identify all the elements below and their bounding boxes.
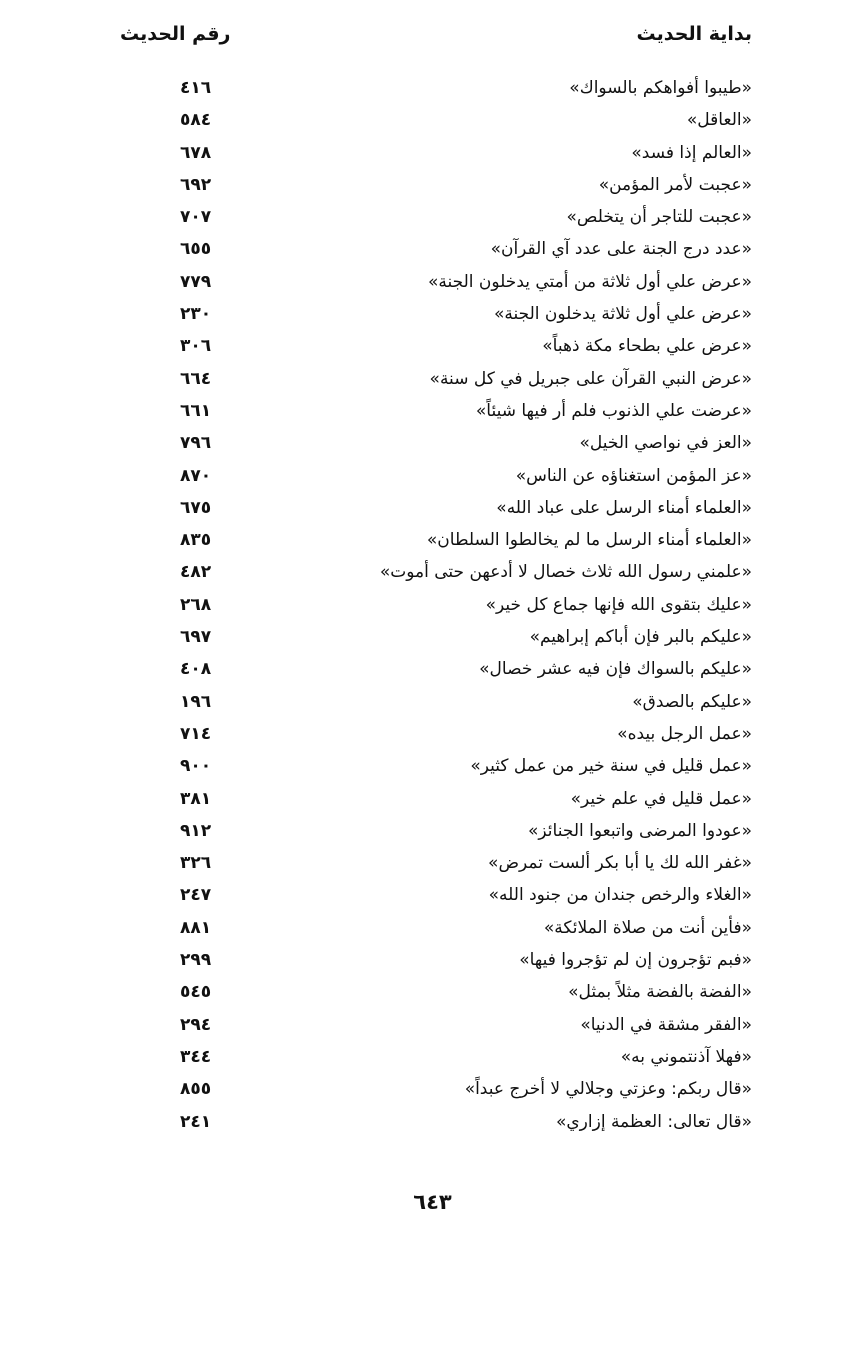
- index-entry: [180, 298, 752, 330]
- hadith-number-column-header: رقم الحديث: [120, 23, 231, 45]
- hadith-number: ٤٠٨: [180, 659, 212, 680]
- hadith-number: ٢٣٠: [180, 304, 212, 325]
- hadith-start-text: «عليكم بالبر فإن أباكم إبراهيم»: [529, 627, 752, 648]
- hadith-number: ٦٦٤: [180, 368, 212, 389]
- hadith-start-text: «علمني رسول الله ثلاث خصال لا أدعهن حتى أموت»: [379, 562, 752, 583]
- hadith-start-text: «عرض علي أول ثلاثة من أمتي يدخلون الجنة»: [427, 271, 752, 292]
- hadith-start-text: «طيبوا أفواهكم بالسواك»: [569, 78, 752, 98]
- page-header: [120, 16, 752, 56]
- hadith-start-text: «فهلا آذنتموني به»: [620, 1046, 752, 1067]
- hadith-number: ٦٧٨: [180, 142, 212, 163]
- index-entry: [180, 104, 752, 136]
- hadith-number: ٩٠٠: [180, 756, 212, 777]
- hadith-start-text: «عمل قليل في علم خير»: [570, 788, 752, 809]
- index-entry: [180, 1106, 752, 1138]
- hadith-number: ٧٩٦: [180, 433, 212, 454]
- index-entry: [180, 653, 752, 685]
- index-entry: [180, 686, 752, 718]
- hadith-start-text: «العلماء أمناء الرسل ما لم يخالطوا السلطان»: [426, 530, 752, 551]
- index-entry: [180, 847, 752, 879]
- hadith-number: ١٩٦: [180, 691, 212, 712]
- hadith-start-text: «عمل الرجل بيده»: [617, 723, 752, 744]
- index-entry: [180, 137, 752, 169]
- hadith-number: ٢٤١: [180, 1111, 212, 1132]
- hadith-number: ٤٨٢: [180, 562, 212, 583]
- hadith-number: ٦٥٥: [180, 239, 212, 260]
- hadith-start-text: «عرض علي بطحاء مكة ذهباً»: [542, 336, 752, 357]
- hadith-number: ٦٩٢: [180, 174, 212, 195]
- hadith-number: ٣٢٦: [180, 853, 212, 874]
- hadith-number: ٢٩٩: [180, 950, 212, 971]
- index-entry: [180, 427, 752, 459]
- hadith-start-text: «عدد درج الجنة على عدد آي القرآن»: [490, 239, 752, 260]
- hadith-number: ٦٩٧: [180, 627, 212, 648]
- hadith-number: ٨٧٠: [180, 465, 212, 486]
- hadith-number: ٣٤٤: [180, 1046, 212, 1067]
- hadith-number: ٧٧٩: [180, 271, 212, 292]
- hadith-start-text: «عودوا المرضى واتبعوا الجنائز»: [528, 820, 752, 841]
- index-entry: [180, 460, 752, 492]
- hadith-start-text: «العالم إذا فسد»: [631, 142, 752, 163]
- index-entry: [180, 169, 752, 201]
- hadith-number: ٤١٦: [180, 78, 212, 98]
- index-entry: [180, 492, 752, 524]
- hadith-start-text: «عليك بتقوى الله فإنها جماع كل خير»: [485, 594, 752, 615]
- hadith-start-text: «عليكم بالسواك فإن فيه عشر خصال»: [479, 659, 752, 680]
- hadith-number: ٨٨١: [180, 917, 212, 938]
- index-entry: [180, 556, 752, 588]
- hadith-start-text: «عليكم بالصدق»: [632, 691, 752, 712]
- index-entry: [180, 524, 752, 556]
- hadith-number: ٣٠٦: [180, 336, 212, 357]
- hadith-start-text: «الفضة بالفضة مثلاً بمثل»: [568, 982, 752, 1003]
- index-entry: [180, 589, 752, 621]
- index-entry: [180, 976, 752, 1008]
- hadith-number: ٧٠٧: [180, 207, 212, 228]
- hadith-number: ٢٤٧: [180, 885, 212, 906]
- index-entry: [180, 72, 752, 104]
- hadith-start-text: «غفر الله لك يا أبا بكر ألست تمرض»: [488, 853, 752, 874]
- hadith-start-column-header: بداية الحديث: [636, 23, 752, 45]
- page-number: ٦٤٣: [413, 1190, 452, 1214]
- hadith-start-text: «العلماء أمناء الرسل على عباد الله»: [496, 497, 752, 518]
- hadith-number: ٦٧٥: [180, 497, 212, 518]
- index-entry: [180, 815, 752, 847]
- hadith-start-text: «فبم تؤجرون إن لم تؤجروا فيها»: [519, 950, 752, 971]
- hadith-start-text: «عز المؤمن استغناؤه عن الناس»: [515, 465, 752, 486]
- hadith-start-text: «عرض النبي القرآن على جبريل في كل سنة»: [429, 368, 752, 389]
- hadith-number: ٨٣٥: [180, 530, 212, 551]
- hadith-number: ٧١٤: [180, 723, 212, 744]
- index-entry: [180, 621, 752, 653]
- index-entry: [180, 266, 752, 298]
- index-entry: [180, 750, 752, 782]
- hadith-number: ٥٨٤: [180, 110, 212, 131]
- index-entry: [180, 912, 752, 944]
- hadith-number: ٣٨١: [180, 788, 212, 809]
- hadith-start-text: «عجبت لأمر المؤمن»: [598, 174, 752, 195]
- hadith-number: ٥٤٥: [180, 982, 212, 1003]
- hadith-number: ٢٩٤: [180, 1014, 212, 1035]
- index-entry: [180, 233, 752, 265]
- hadith-start-text: «الفقر مشقة في الدنيا»: [580, 1014, 752, 1035]
- hadith-start-text: «قال ربكم: وعزتي وجلالي لا أخرج عبداً»: [464, 1079, 752, 1100]
- hadith-number: ٩١٢: [180, 820, 212, 841]
- index-entry: [180, 201, 752, 233]
- hadith-start-text: «عرضت علي الذنوب فلم أر فيها شيئاً»: [475, 400, 752, 421]
- index-entry: [180, 330, 752, 362]
- hadith-start-text: «العز في نواصي الخيل»: [579, 433, 752, 454]
- hadith-start-text: «فأين أنت من صلاة الملائكة»: [543, 917, 752, 938]
- index-entry: [180, 1073, 752, 1105]
- hadith-start-text: «عمل قليل في سنة خير من عمل كثير»: [470, 756, 752, 777]
- index-entry: [180, 944, 752, 976]
- index-entry: [180, 879, 752, 911]
- hadith-start-text: «عرض علي أول ثلاثة يدخلون الجنة»: [493, 304, 752, 325]
- hadith-start-text: «العاقل»: [686, 110, 752, 131]
- hadith-start-text: «قال تعالى: العظمة إزاري»: [555, 1111, 752, 1132]
- hadith-start-text: «عجبت للتاجر أن يتخلص»: [566, 207, 752, 228]
- hadith-number: ٨٥٥: [180, 1079, 212, 1100]
- index-entry: [180, 718, 752, 750]
- hadith-start-text: «الغلاء والرخص جندان من جنود الله»: [488, 885, 752, 906]
- index-entry: [180, 1009, 752, 1041]
- index-entry: [180, 363, 752, 395]
- index-entry: [180, 395, 752, 427]
- hadith-number: ٢٦٨: [180, 594, 212, 615]
- hadith-number: ٦٦١: [180, 400, 212, 421]
- index-entry: [180, 1041, 752, 1073]
- index-entry: [180, 783, 752, 815]
- hadith-index-list: [180, 72, 752, 1138]
